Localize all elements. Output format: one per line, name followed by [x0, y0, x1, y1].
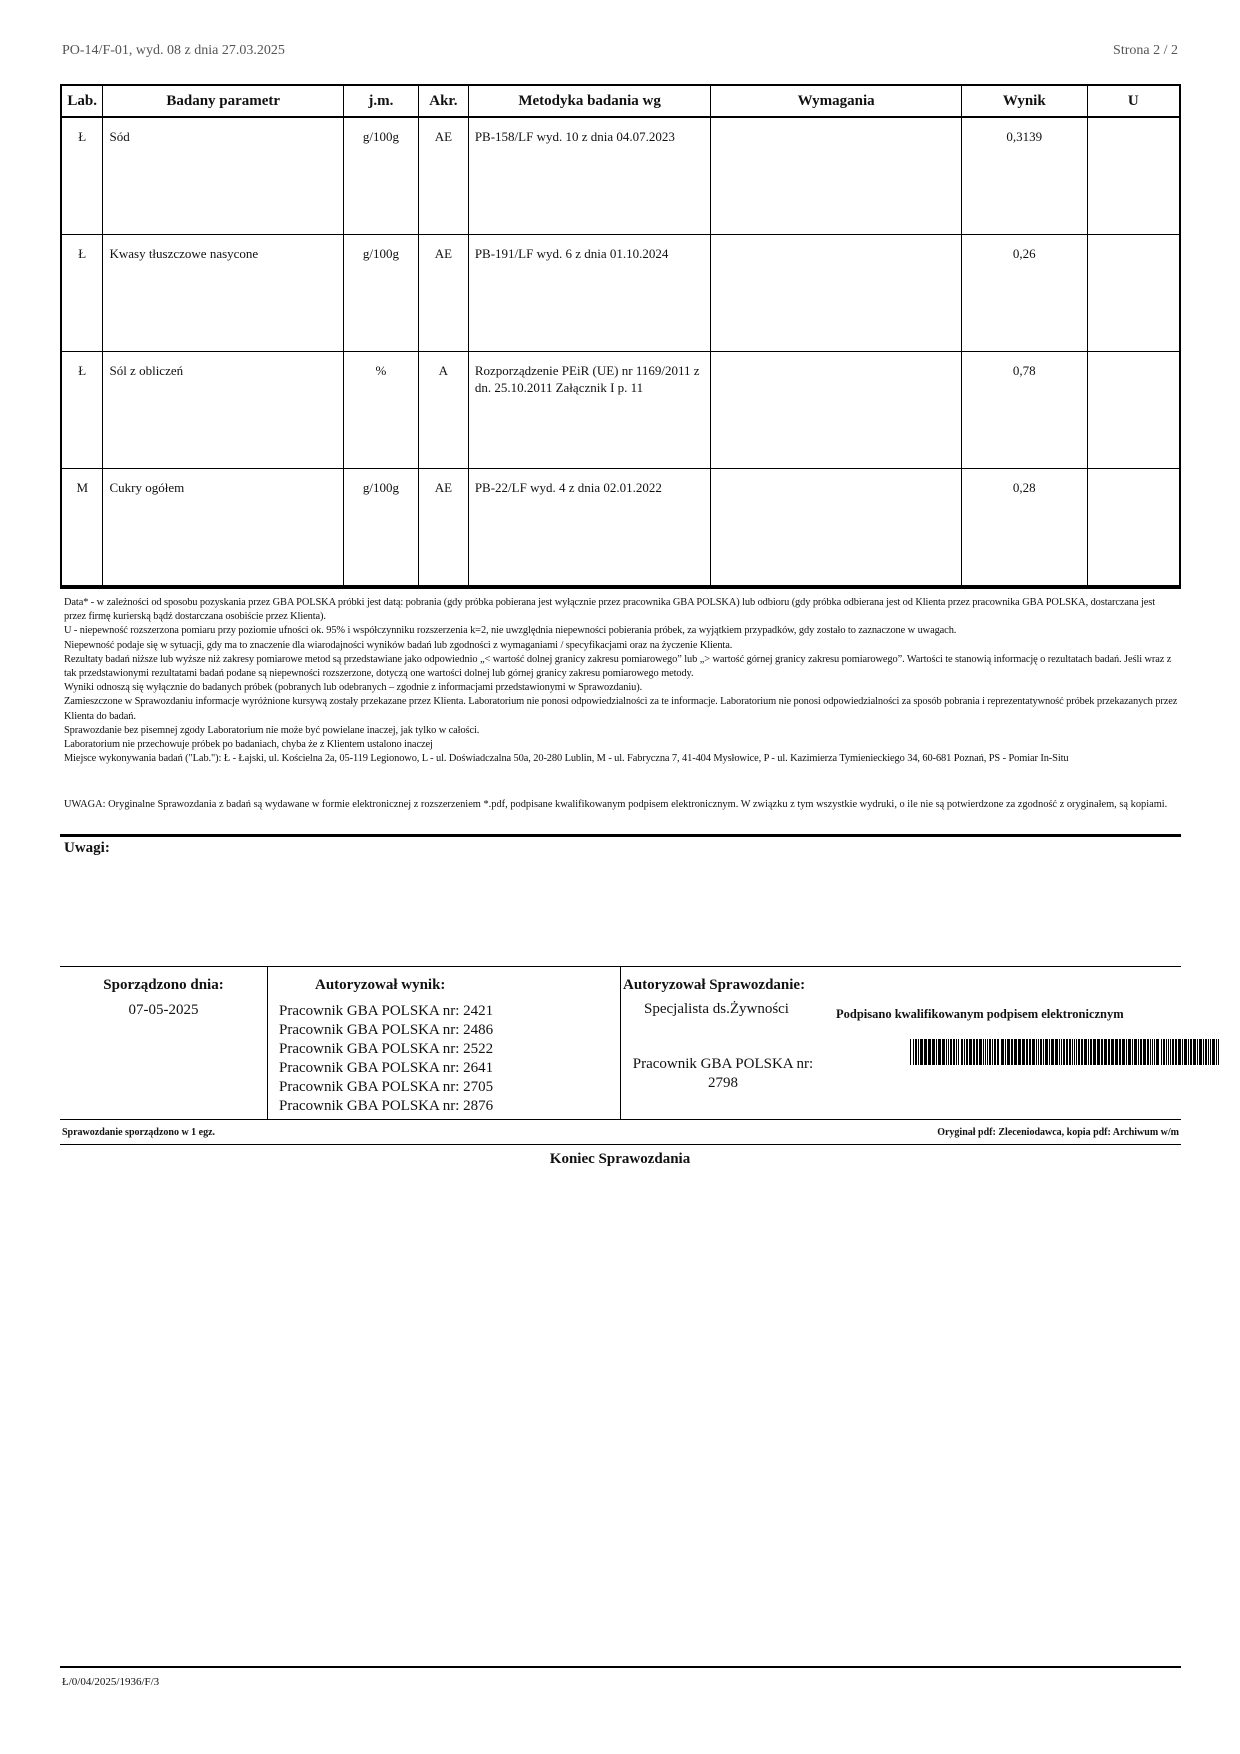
cell-method: PB-191/LF wyd. 6 z dnia 01.10.2024 [468, 235, 711, 352]
copies-text: Sprawozdanie sporządzono w 1 egz. [62, 1127, 216, 1138]
note-ranges: Rezultaty badań niższe lub wyższe niż zakresy pomiarowe metod są przedstawiane jako odpowiednio „< wartość dolnej granicy zakresu pomiarowego” lub „> wartość górnej granicy zakresu pomiarowego”. Wartości te stanowią informację o rezultatach badań. Jeśli wraz z tak przedstawionymi rezultatami badań podane są niepewności rozszerzone, dotyczą one wartości dolnej lub górnej granicy zakresu pomiarowego metody. [64, 653, 1172, 680]
worker-item: Pracownik GBA POLSKA nr: 2522 [279, 1041, 494, 1057]
authorized-report-label: Autoryzował Sprawozdanie: [623, 977, 806, 993]
col-header-requirements: Wymagania [711, 85, 962, 117]
worker-item: Pracownik GBA POLSKA nr: 2421 [279, 1003, 494, 1019]
footer-separator [60, 1666, 1181, 1668]
report-worker [623, 1055, 823, 1093]
cell-requirements [711, 235, 962, 352]
results-table [60, 84, 1181, 587]
warning-text: UWAGA: Oryginalne Sprawozdania z badań są wydawane w formie elektronicznej z rozszerzeniem *.pdf, podpisane kwalifikowanym podpisem elektronicznym. W związku z tym wszystkie wydruki, o ile nie są potwierdzone za zgodność z oryginałem, są kopiami. [64, 799, 1168, 810]
specialist-title: Specjalista ds.Żywności [644, 1001, 789, 1017]
cell-parameter: Cukry ogółem [103, 469, 344, 587]
barcode-icon [910, 1039, 1222, 1065]
report-worker-number: 2798 [708, 1075, 738, 1091]
cell-method: PB-22/LF wyd. 4 z dnia 02.01.2022 [468, 469, 711, 587]
electronic-signature-note: Podpisano kwalifikowanym podpisem elektronicznym [836, 1007, 1124, 1021]
cell-parameter: Kwasy tłuszczowe nasycone [103, 235, 344, 352]
cell-unit: g/100g [343, 117, 418, 235]
cell-method: PB-158/LF wyd. 10 z dnia 04.07.2023 [468, 117, 711, 235]
cell-result: 0,78 [961, 352, 1087, 469]
cell-uncertainty [1087, 117, 1180, 235]
cell-uncertainty [1087, 469, 1180, 587]
cell-unit: % [343, 352, 418, 469]
cell-requirements [711, 469, 962, 587]
cell-accreditation: AE [418, 235, 468, 352]
table-row [61, 235, 1180, 352]
table-row [61, 469, 1180, 587]
cell-accreditation: A [418, 352, 468, 469]
col-header-method: Metodyka badania wg [468, 85, 711, 117]
cell-accreditation: AE [418, 117, 468, 235]
col-header-result: Wynik [961, 85, 1087, 117]
table-row [61, 352, 1180, 469]
prepared-date: 07-05-2025 [128, 1002, 199, 1018]
authorized-result-label: Autoryzował wynik: [315, 977, 446, 993]
prepared-column [60, 967, 268, 1119]
report-end: Koniec Sprawozdania [549, 1151, 691, 1167]
table-row [61, 117, 1180, 235]
note-storage: Laboratorium nie przechowuje próbek po badaniach, chyba że z Klientem ustalono inaczej [64, 739, 433, 751]
col-header-lab: Lab. [61, 85, 103, 117]
remarks-separator [60, 834, 1181, 837]
cell-accreditation: AE [418, 469, 468, 587]
original-text: Oryginał pdf: Zleceniodawca, kopia pdf: Archiwum w/m [937, 1127, 1179, 1138]
cell-unit: g/100g [343, 235, 418, 352]
report-worker-label: Pracownik GBA POLSKA nr: [632, 1056, 814, 1072]
cell-requirements [711, 117, 962, 235]
worker-item: Pracownik GBA POLSKA nr: 2876 [279, 1098, 494, 1114]
signature-block [60, 966, 1181, 1120]
cell-lab: Ł [61, 235, 103, 352]
cell-result: 0,26 [961, 235, 1087, 352]
page-number: Strona 2 / 2 [1113, 43, 1178, 58]
worker-item: Pracownik GBA POLSKA nr: 2641 [279, 1060, 494, 1076]
workers-list [279, 1002, 620, 1116]
cell-requirements [711, 352, 962, 469]
notes-separator [60, 586, 1181, 589]
notes-section [64, 596, 1179, 766]
worker-item: Pracownik GBA POLSKA nr: 2486 [279, 1022, 494, 1038]
note-uncertainty-given: Niepewność podaje się w sytuacji, gdy ma to znaczenie dla wiarodajności wyników badań lub zgodności z wymaganiami / specyfikacjami oraz na życzenie Klienta. [64, 639, 733, 651]
table-header-row [61, 85, 1180, 117]
cell-uncertainty [1087, 352, 1180, 469]
prepared-label: Sporządzono dnia: [103, 977, 224, 993]
copies-row [60, 1120, 1181, 1145]
authorized-result-column [267, 967, 621, 1119]
cell-result: 0,3139 [961, 117, 1087, 235]
cell-lab: Ł [61, 352, 103, 469]
cell-result: 0,28 [961, 469, 1087, 587]
authorized-report-column [621, 967, 1181, 1119]
note-client-info: Zamieszczone w Sprawozdaniu informacje wyróżnione kursywą zostały przekazane przez Klienta. Laboratorium nie ponosi odpowiedzialności za te informacje. Laboratorium nie ponosi odpowiedzialności za sposób pobrania i reprezentatywność próbek przekazanych przez Klienta do badań. [64, 696, 1178, 722]
note-locations: Miejsce wykonywania badań ("Lab."): Ł - Łajski, ul. Kościelna 2a, 05-119 Legionowo, L - ul. Doświadczalna 50a, 20-280 Lublin, M - ul. Fabryczna 7, 41-404 Mysłowice, P - ul. Kazimierza Tymienieckiego 34, 60-681 Poznań, PS - Pomiar In-Situ [64, 753, 1069, 765]
cell-uncertainty [1087, 235, 1180, 352]
worker-item: Pracownik GBA POLSKA nr: 2705 [279, 1079, 494, 1095]
form-id: PO-14/F-01, wyd. 08 z dnia 27.03.2025 [62, 43, 285, 58]
note-date: Data* - w zależności od sposobu pozyskania przez GBA POLSKA próbki jest datą: pobrania (gdy próbka pobierana jest wyłącznie przez pracownika GBA POLSKA) lub odbioru (gdy próbka odbierana jest od Klienta przez pracownika GBA POLSKA, dostarczana jest przez firmę kurierską bądź dostarczana osobiście przez Klienta). [64, 597, 1156, 623]
report-code: Ł/0/04/2025/1936/F/3 [62, 1676, 160, 1688]
col-header-parameter: Badany parametr [103, 85, 344, 117]
cell-parameter: Sód [103, 117, 344, 235]
col-header-uncertainty: U [1087, 85, 1180, 117]
cell-lab: Ł [61, 117, 103, 235]
col-header-unit: j.m. [343, 85, 418, 117]
col-header-accreditation: Akr. [418, 85, 468, 117]
note-copying: Sprawozdanie bez pisemnej zgody Laboratorium nie może być powielane inaczej, jak tylko w całości. [64, 724, 480, 736]
remarks-label: Uwagi: [64, 840, 110, 856]
cell-lab: M [61, 469, 103, 587]
note-uncertainty: U - niepewność rozszerzona pomiaru przy poziomie ufności ok. 95% i współczynniku rozszerzenia k=2, nie uwzględnia niepewności pobierania próbek, za wyjątkiem przypadków, gdy zostało to zaznaczone w uwagach. [64, 625, 957, 637]
note-samples: Wyniki odnoszą się wyłącznie do badanych próbek (pobranych lub odebranych – zgodnie z informacjami przedstawionymi w Sprawozdaniu). [64, 682, 643, 694]
cell-parameter: Sól z obliczeń [103, 352, 344, 469]
cell-unit: g/100g [343, 469, 418, 587]
cell-method: Rozporządzenie PEiR (UE) nr 1169/2011 z dn. 25.10.2011 Załącznik I p. 11 [468, 352, 711, 469]
